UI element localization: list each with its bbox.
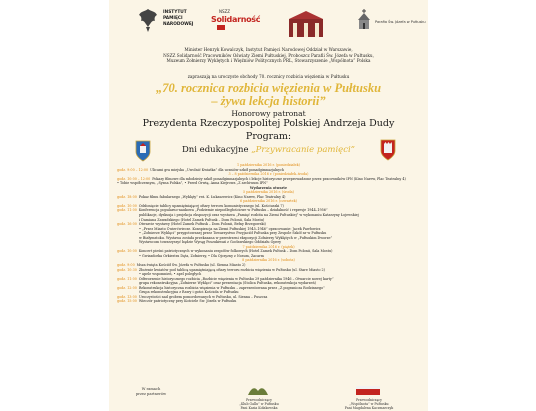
sponsors-block xyxy=(115,47,422,64)
schedule-time: godz. 13:00 xyxy=(117,294,137,299)
footer-line: Pani Kasia Kołakowska xyxy=(240,406,278,410)
education-days-label: Dni edukacyjne xyxy=(181,145,249,155)
schedule-detail: • apele wspomnień, • apel poległych xyxy=(139,272,202,277)
invite-line: zapraszają na uroczyste obchody 70. rocznicy rozbicia więzienia w Pułtusku xyxy=(187,74,350,79)
solidarnosc-flag-icon xyxy=(217,25,225,30)
schedule-text: Konferencja popularno-naukowa „Podziemie niepodległościowe w Pułtusku – działalność i represje 1944–1956” xyxy=(138,208,328,213)
footer-line: „Wspólnota” w Pułtusku xyxy=(349,402,389,406)
ipn-line: INSTYTUT xyxy=(163,10,187,15)
schedule-detail: grupa rekonstrukcyjna „Żołnierze Wyklęci” oraz prezentacja (Stolica Pułtuska, rekonstrukcja wydarzeń) xyxy=(139,281,316,286)
honorary-patronage-label: Honorowy patronat xyxy=(231,109,306,118)
schedule-text: Uroczystości nad grobem pomordowanych w Pułtusku, ul. Sienna – Puszcza xyxy=(138,294,268,299)
schedule-item xyxy=(117,299,420,304)
schedule-text: Msza święta Kościół Św. Józefa w Pułtusku (ul. Sienna Miasto 2) xyxy=(136,263,246,268)
schedule-text: Złożenie kwiatów pod tablicą upamiętniającą ofiary terroru rozbicia więzienia w Pułtusku (ul. Stare Miasto 2) xyxy=(138,267,325,272)
schedule-day-heading: 6 października 2016 r. (czwartek) xyxy=(240,199,297,204)
solidarnosc-logo: Solidarność xyxy=(211,15,261,24)
church-icon xyxy=(353,8,375,30)
education-days-quote: „Przywracanie pamięci” xyxy=(251,145,356,155)
event-schedule xyxy=(117,163,420,304)
schedule-detail: • „Przez Miasto Ćwierćwiecze. Konspiracja na Ziemi Pułtuskiej 1945–1946” opracowanie: Jacek Pawłowicz xyxy=(139,226,321,231)
schedule-text: Wieczór patriotyczny przy Kościele Św. Józefa w Pułtusku xyxy=(138,299,237,304)
parafia-label: Parafia Św. Józefa w Pułtusku xyxy=(375,20,426,24)
event-poster xyxy=(109,0,428,411)
schedule-time: godz. 10:00 xyxy=(117,249,137,254)
schedule-time: godz. 11:00 xyxy=(117,208,137,213)
schedule-day-heading: 3 – 8 października 2016 r. (poniedziałek–środa) xyxy=(228,172,309,177)
schedule-day-heading: 5 października 2016 r. (środa) xyxy=(243,190,294,195)
schedule-time: godz. 9:00 xyxy=(117,263,135,268)
program-heading: Program: xyxy=(245,131,292,142)
schedule-day-heading: Wydarzenia otwarte xyxy=(249,185,288,190)
schedule-time: godz. 12:00 xyxy=(117,285,137,290)
schedule-text: Odtworzenie historycznego rozbicia „Rozbicie więzienia w Pułtusku 29 października 1946 – Otwarcie nowej karty” xyxy=(138,276,334,281)
eagle-emblem-icon xyxy=(137,7,159,33)
city-crest-right-icon xyxy=(380,139,396,161)
schedule-detail: w Białymstoku. Wystawa została przekazana w przestrzeni ekspozycji Żołnierzy Wyklętych w „Pułtuskim Dworze” xyxy=(139,235,333,240)
wspolnota-logo-icon xyxy=(355,383,381,397)
schedule-text: Otwarcie wystawy (Hotel Zamek Pułtusk – Dom Polonii, Bełny Brzegowski) xyxy=(138,222,266,227)
poster-footer xyxy=(109,381,428,411)
schedule-text: Koncert pieśni patriotycznych w wykonaniu zespołów folkowych (Hotel Zamek Pułtusk – Dom Polonii, Sala Mostu) xyxy=(138,249,333,254)
schedule-time: godz. 11:00 xyxy=(117,276,137,281)
ipn-line: NARODOWEJ xyxy=(163,22,194,27)
museum-logo-icon xyxy=(287,9,325,41)
schedule-detail: i Damiana Zawadzkiego (Hotel Zamek Pułtusk – Dom Polonii, Sala Mostu) xyxy=(139,217,265,222)
schedule-time: godz. 16:00 xyxy=(117,222,137,227)
schedule-text: • Tobie współczesnym, „Syzna Polska”, • Przed Orwią, Anna Kiejrowa „Z archiwum IPN” xyxy=(117,181,268,186)
schedule-text: Pokazy filmowe dla młodzieży szkół ponadgimnazjalnych i lekcje historyczne przeprowadzone przez pracowników IPN (Kino Narew, Plac Teatralny 4) xyxy=(152,176,406,181)
sponsor-line: NSZZ Solidarność Pracowników Oświaty Ziemi Pułtuskiej, Proboszcz Parafii Św. Józefa w Pułtusku, xyxy=(163,52,374,58)
schedule-time: godz. 10:00 xyxy=(117,203,137,208)
schedule-detail: • „Żołnierze Wyklęci” przygotowanej przez Towarzystwo Przyjaciół Pułtuska przy Zespole Szkół nr w Pułtusku xyxy=(139,231,327,236)
footer-line: Pani Magdalena Kaczmarczyk xyxy=(344,406,394,410)
footer-line: Przewodniczący xyxy=(356,398,382,402)
schedule-day-heading: 7 października 2016 r. (piątek) xyxy=(242,244,295,249)
partners-line: W ramach xyxy=(141,387,161,391)
schedule-time: godz. 10:00 – 12:00 xyxy=(117,176,151,181)
title-line: – żywa lekcja historii” xyxy=(211,93,326,108)
schedule-time: godz. 9:00 – 12:00 xyxy=(117,167,149,172)
title-line: „70. rocznica rozbicia więzienia w Pułtusku xyxy=(155,81,382,95)
schedule-detail: Wystawcom towarzyszyć będzie Wyrąg Poszukiwań z Gocławskiego Oddziału Opery xyxy=(139,240,281,245)
schedule-text: Odsłonięcie tablicy upamiętniającej ofiary terroru komunistycznego (ul. Kościuszki 7) xyxy=(138,203,284,208)
schedule-detail: • Gwiazdorka Orkiestra Dęta, Zołnierzy, • Dla Ojczyzny z Nosum, Zacarm xyxy=(139,253,264,258)
schedule-text: Pokaz filmu fabularnego „Wyklęty” reż. K. Łukaszewicz (Kino Narew, Plac Teatralny 4) xyxy=(138,194,286,199)
schedule-time: godz. 15:00 xyxy=(117,299,137,304)
schedule-text: Ulicami gra miejska „Uwolnić Kwiatka” dla uczniów szkół ponadgimnazjalnych xyxy=(150,167,285,172)
sponsor-line: Muzeum Żołnierzy Wyklętych i Więźniów Politycznych PRL, Stowarzyszenie „Wspólnota” Polska xyxy=(166,58,371,64)
honorary-patron-name: Prezydenta Rzeczypospolitej Polskiej Andrzeja Dudy xyxy=(142,118,395,129)
schedule-text: Rekonstrukcja historyczna rozbicia więzienia w Pułtusku – zaprezentowana przez „Z pogranicza Rodzinnego” xyxy=(138,285,325,290)
partner-logo-icon xyxy=(247,383,269,397)
partners-line: przez partnerów xyxy=(135,391,167,396)
ipn-line: PAMIĘCI xyxy=(163,16,183,21)
schedule-time: godz. 18:00 xyxy=(117,194,137,199)
footer-organizer-center xyxy=(227,398,291,410)
footer-line: „Klub Gallu” w Pułtusku xyxy=(239,402,279,406)
footer-line: Przewodniczący xyxy=(246,398,272,402)
schedule-detail: Grupa rekonstrukcyjna z Rawy i gości Kościoła w Pułtusku xyxy=(139,290,239,295)
schedule-time: godz. 10:30 xyxy=(117,267,137,272)
partners-note xyxy=(131,387,171,396)
schedule-day-heading: 8 października 2016 r. (sobota) xyxy=(242,258,295,263)
footer-organizer-right xyxy=(337,398,401,410)
sponsor-line: Minister Henryk Kowalczyk, Instytut Pamięci Narodowej Oddział w Warszawie, xyxy=(184,47,353,52)
nszz-label: NSZZ xyxy=(219,9,231,14)
ipn-logo-text xyxy=(163,10,193,28)
logo-row xyxy=(109,5,428,45)
schedule-detail: publikacje, dyskusja i projekcja ekspozycji oraz wystawa „Pamięć rozbita na Ziemi Pułtuskiej” w wykonaniu Katarzyny Łojewskiej xyxy=(139,213,359,218)
schedule-day-heading: 1 października 2016 r. (poniedziałek) xyxy=(237,163,300,167)
education-days-line xyxy=(115,145,422,155)
event-title xyxy=(115,82,422,107)
